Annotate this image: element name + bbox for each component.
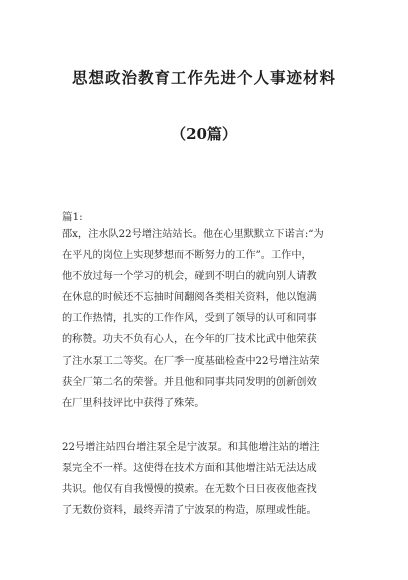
paragraph-line: 的称赞。功夫不负有心人，在今年的厂技术比武中他荣获: [62, 334, 317, 346]
paragraph-2: [62, 437, 354, 521]
paragraph-line: 的工作热情，扎实的工作作风，受到了领导的认可和同事: [62, 313, 317, 325]
paragraph-line: 他不放过每一个学习的机会，碰到不明白的就向别人请教: [62, 271, 317, 283]
paragraph-line: 在休息的时候还不忘抽时间翻阅各类相关资料，他以饱满: [62, 292, 317, 304]
section-label: 篇1:: [62, 211, 83, 223]
paragraph-line: 获全厂第二名的荣誉。并且他和同事共同发明的创新创效: [62, 376, 317, 388]
document-title: 思想政治教育工作先进个人事迹材料: [71, 68, 336, 87]
paragraph-line: 共识。他仅有自我慢慢的摸索。在无数个日日夜夜他查找: [62, 484, 317, 496]
document-subtitle: （20篇）: [171, 125, 237, 143]
paragraph-line: 了注水泵工二等奖。在厂季一度基础检查中22号增注站荣: [62, 355, 320, 367]
paragraph-1: [62, 224, 354, 414]
paragraph-line: 在厂里科技评比中获得了殊荣。: [62, 397, 205, 409]
paragraph-line: 在平凡的岗位上实现梦想而不断努力的工作”。工作中，: [62, 250, 312, 262]
paragraph-line: 泵完全不一样。这使得在技术方面和其他增注站无法达成: [62, 463, 317, 475]
paragraph-line: 了无数份资料，最终弄清了宁波泵的构造，原理或性能。: [62, 505, 317, 517]
paragraph-line: 邵x，注水队22号增注站站长。他在心里默默立下诺言:“为: [62, 229, 324, 240]
paragraph-line: 22号增注站四台增注泵全是宁波泵。和其他增注站的增注: [62, 442, 320, 453]
